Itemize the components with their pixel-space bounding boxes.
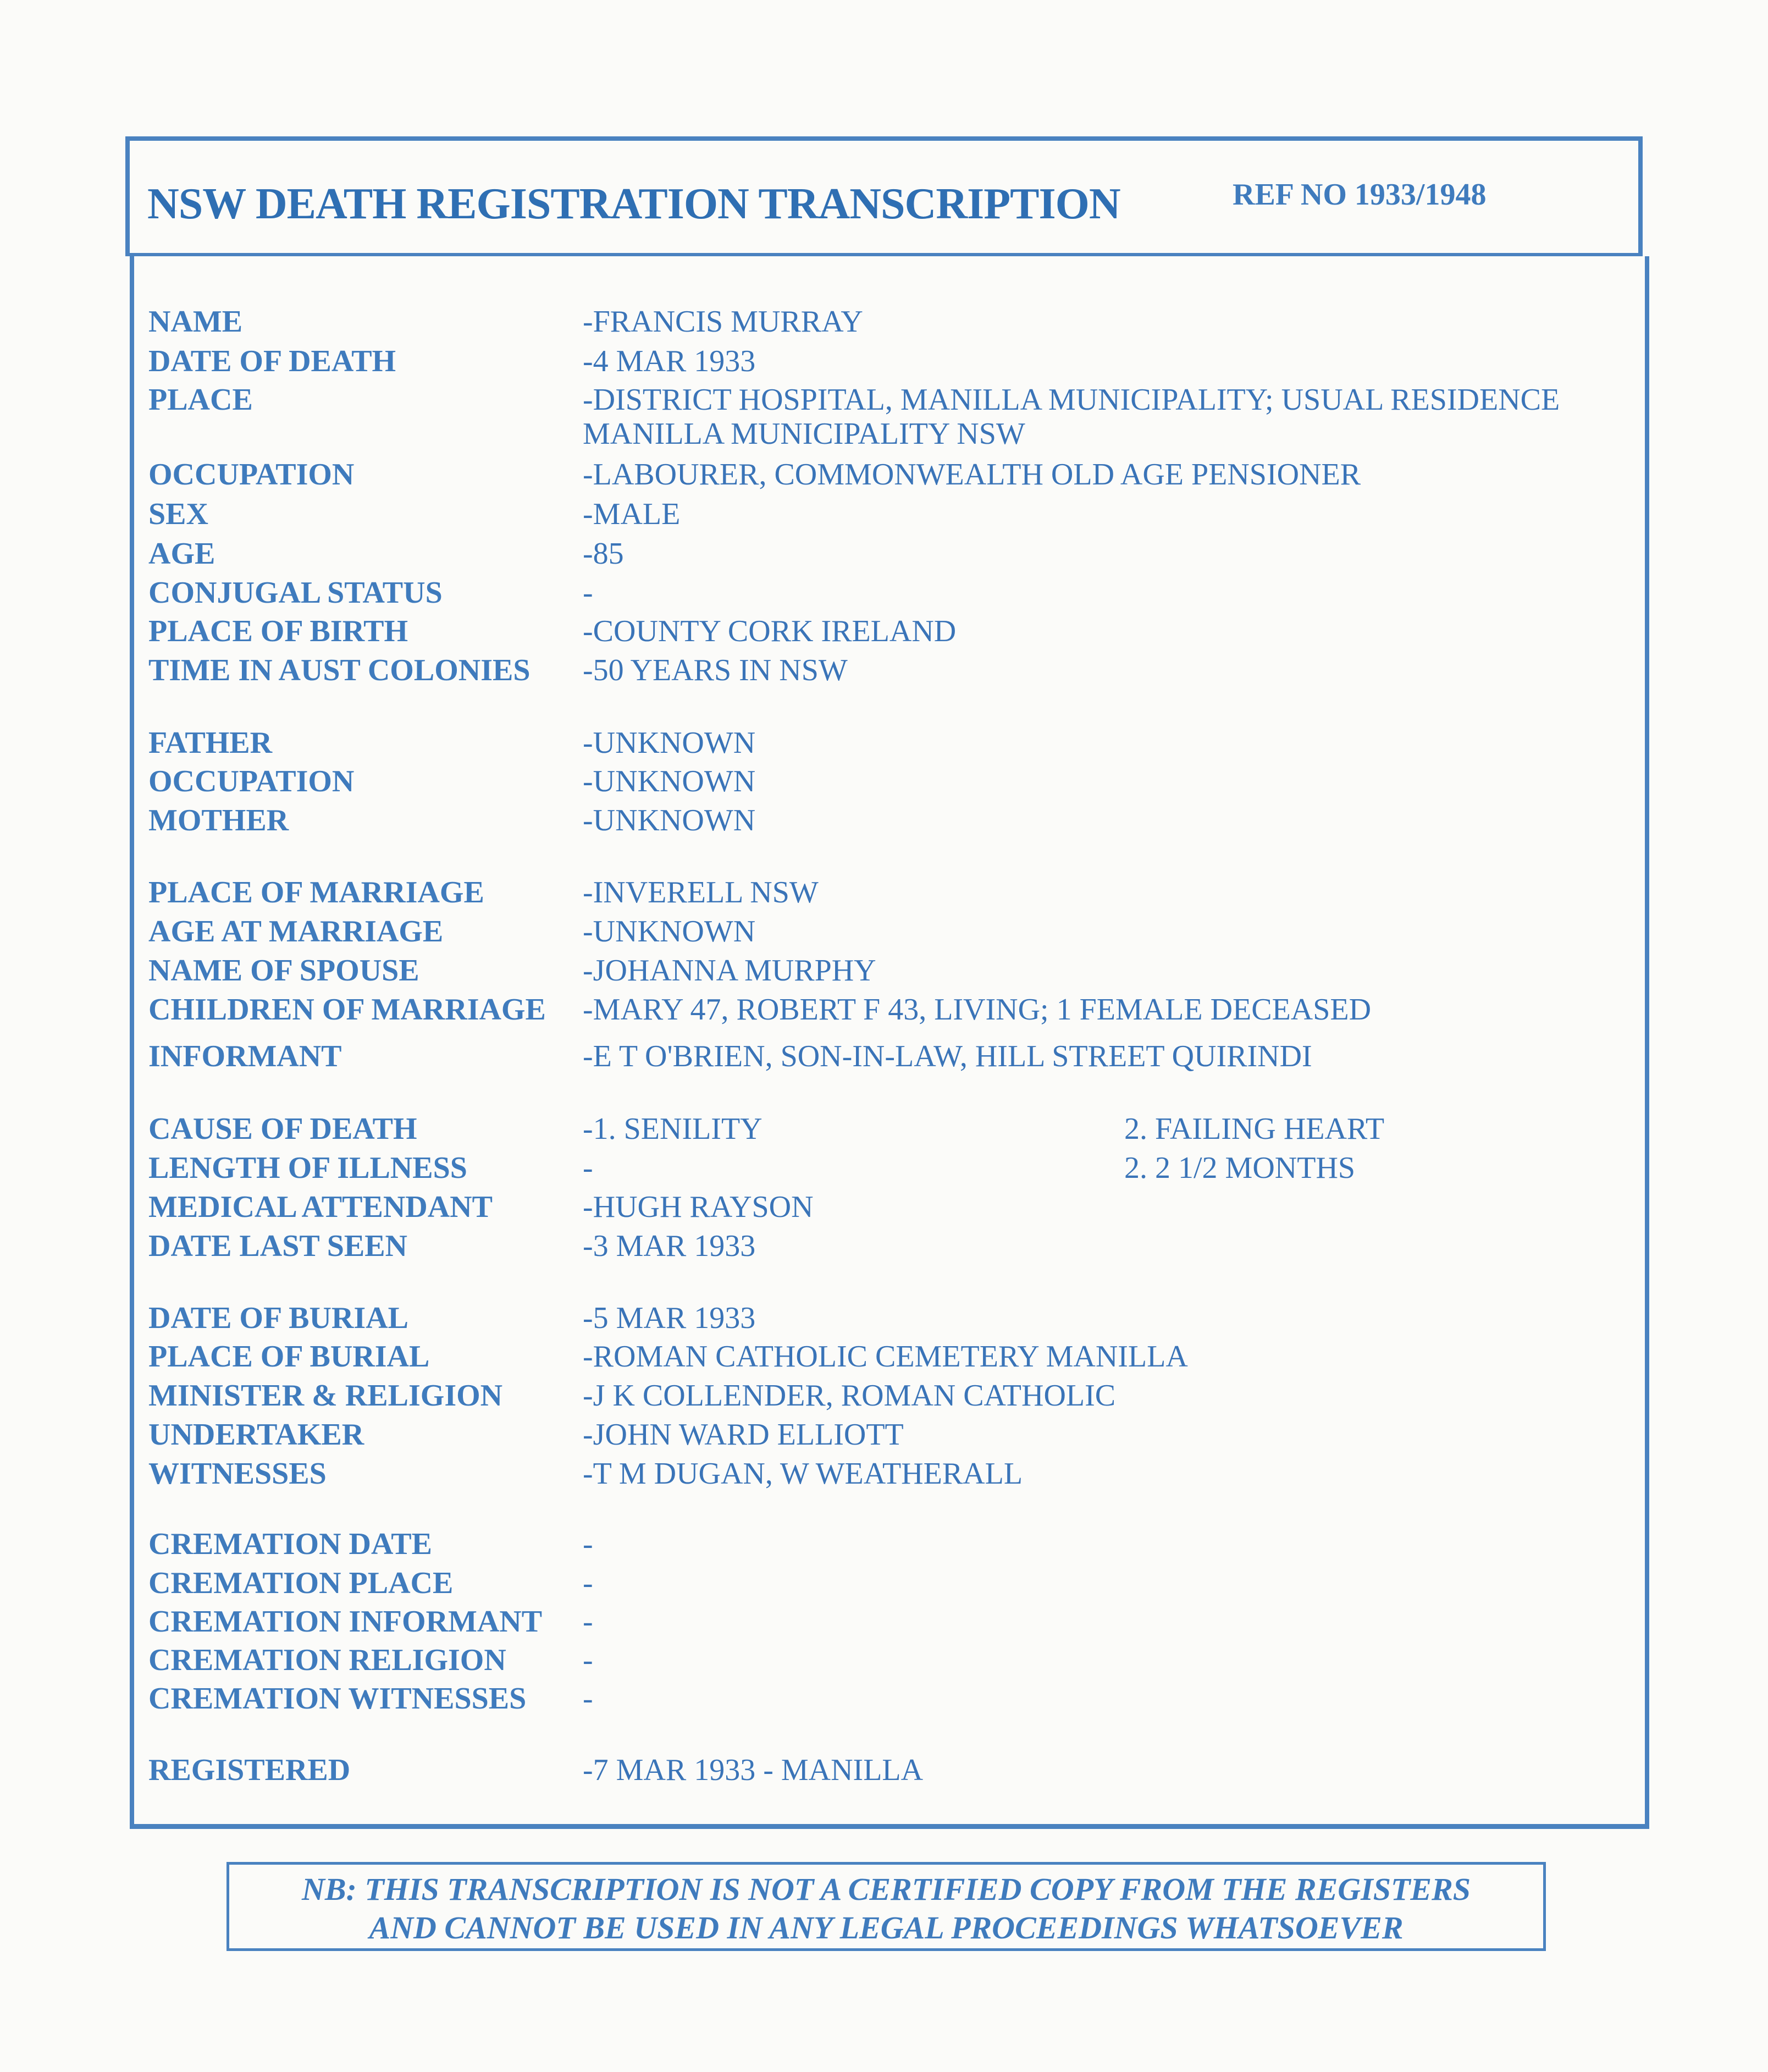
field-value: -7 MAR 1933 - MANILLA [583, 1753, 924, 1787]
field-label: DATE OF BURIAL [148, 1301, 408, 1335]
field-label: MEDICAL ATTENDANT [148, 1190, 493, 1224]
field-value: -J K COLLENDER, ROMAN CATHOLIC [583, 1379, 1116, 1413]
document-title: NSW DEATH REGISTRATION TRANSCRIPTION [147, 180, 1120, 228]
field-label: PLACE OF BIRTH [148, 614, 408, 648]
field-label: CAUSE OF DEATH [148, 1112, 417, 1146]
field-value: -MARY 47, ROBERT F 43, LIVING; 1 FEMALE DECEASED [583, 993, 1372, 1027]
field-value: -UNKNOWN [583, 914, 756, 949]
field-value: -HUGH RAYSON [583, 1190, 814, 1224]
field-value: -E T O'BRIEN, SON-IN-LAW, HILL STREET QUIRINDI [583, 1039, 1312, 1073]
field-label: CREMATION INFORMANT [148, 1605, 543, 1639]
field-value: -T M DUGAN, W WEATHERALL [583, 1457, 1023, 1491]
field-label: OCCUPATION [148, 458, 355, 492]
field-value: -50 YEARS IN NSW [583, 653, 848, 687]
field-value: -5 MAR 1933 [583, 1301, 756, 1335]
field-value: - [583, 1566, 593, 1600]
field-value: -3 MAR 1933 [583, 1229, 756, 1263]
field-value: -UNKNOWN [583, 803, 756, 837]
field-label: WITNESSES [148, 1457, 327, 1491]
field-value: -MALE [583, 497, 681, 531]
field-value: MANILLA MUNICIPALITY NSW [583, 417, 1025, 451]
field-value: -ROMAN CATHOLIC CEMETERY MANILLA [583, 1340, 1188, 1374]
field-label: MINISTER & RELIGION [148, 1379, 503, 1413]
field-value: -COUNTY CORK IRELAND [583, 614, 957, 648]
reference-number: REF NO 1933/1948 [1233, 178, 1487, 212]
field-value-secondary: 2. 2 1/2 MONTHS [1124, 1151, 1356, 1185]
field-value: - [583, 1682, 593, 1716]
field-label: SEX [148, 497, 208, 531]
field-label: NAME OF SPOUSE [148, 954, 419, 988]
disclaimer-line-1: NB: THIS TRANSCRIPTION IS NOT A CERTIFIED COPY FROM THE REGISTERS [301, 1871, 1471, 1907]
field-label: PLACE [148, 383, 253, 417]
field-label: PLACE OF MARRIAGE [148, 875, 484, 910]
field-value: -85 [583, 537, 624, 571]
field-value: - [583, 1527, 593, 1561]
field-label: REGISTERED [148, 1753, 351, 1787]
field-value: -1. SENILITY [583, 1112, 763, 1146]
field-label: MOTHER [148, 803, 289, 837]
field-label: OCCUPATION [148, 764, 355, 798]
field-label: CONJUGAL STATUS [148, 576, 443, 610]
field-value: -UNKNOWN [583, 726, 756, 760]
field-label: PLACE OF BURIAL [148, 1340, 430, 1374]
header-box [125, 136, 1643, 256]
field-value-secondary: 2. FAILING HEART [1124, 1112, 1385, 1146]
field-label: NAME [148, 305, 243, 339]
field-label: DATE OF DEATH [148, 344, 396, 378]
field-label: CHILDREN OF MARRIAGE [148, 993, 546, 1027]
field-value: - [583, 1643, 593, 1677]
field-label: FATHER [148, 726, 273, 760]
field-label: AGE [148, 537, 216, 571]
field-value: -DISTRICT HOSPITAL, MANILLA MUNICIPALITY; USUAL RESIDENCE [583, 383, 1560, 417]
field-label: CREMATION DATE [148, 1527, 432, 1561]
field-label: TIME IN AUST COLONIES [148, 653, 531, 687]
field-value: - [583, 1605, 593, 1639]
field-label: LENGTH OF ILLNESS [148, 1151, 467, 1185]
disclaimer-box [226, 1862, 1546, 1951]
field-label: DATE LAST SEEN [148, 1229, 407, 1263]
field-value: -INVERELL NSW [583, 875, 819, 910]
field-value: -FRANCIS MURRAY [583, 305, 863, 339]
field-value: -4 MAR 1933 [583, 344, 756, 378]
disclaimer-line-2: AND CANNOT BE USED IN ANY LEGAL PROCEEDINGS WHATSOEVER [369, 1910, 1404, 1946]
field-value: -JOHN WARD ELLIOTT [583, 1418, 904, 1452]
field-label: CREMATION PLACE [148, 1566, 454, 1600]
field-label: INFORMANT [148, 1039, 342, 1073]
field-value: -UNKNOWN [583, 764, 756, 798]
field-value: - [583, 576, 593, 610]
field-value: -JOHANNA MURPHY [583, 954, 876, 988]
field-label: UNDERTAKER [148, 1418, 364, 1452]
field-value: -LABOURER, COMMONWEALTH OLD AGE PENSIONER [583, 458, 1361, 492]
field-label: CREMATION WITNESSES [148, 1682, 527, 1716]
field-value: - [583, 1151, 593, 1185]
field-label: AGE AT MARRIAGE [148, 914, 444, 949]
field-label: CREMATION RELIGION [148, 1643, 506, 1677]
